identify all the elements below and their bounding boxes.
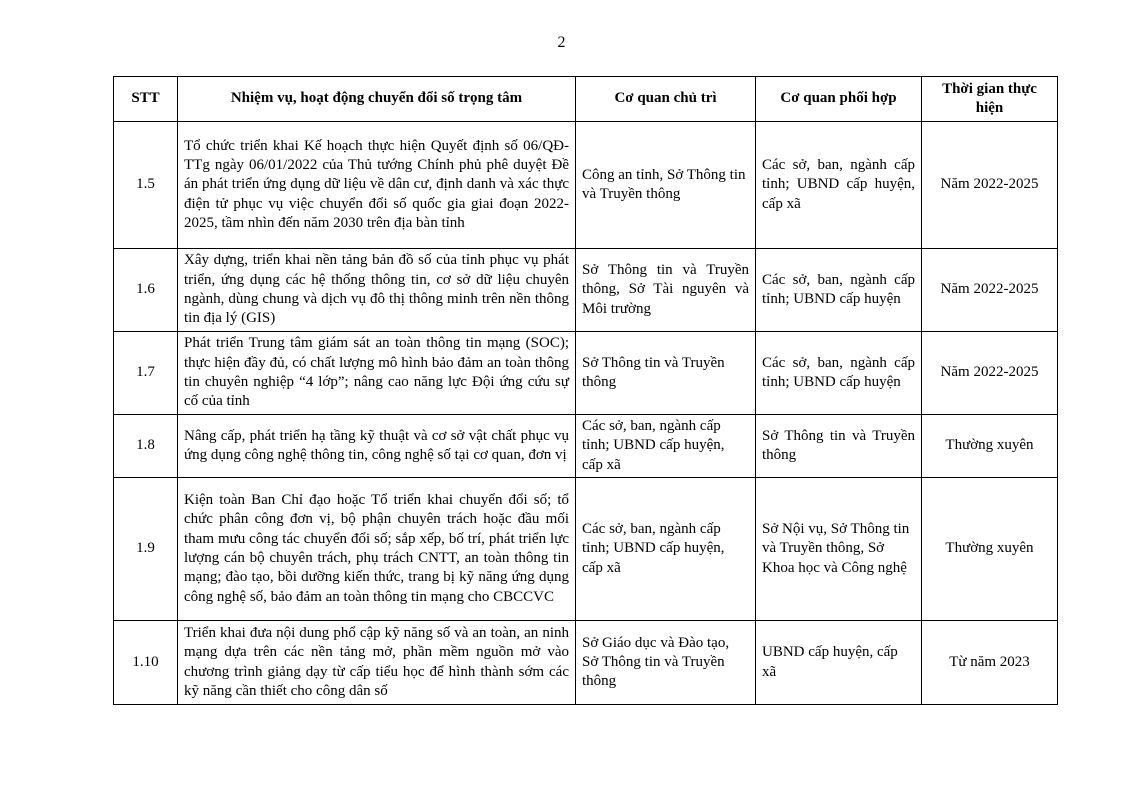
cell-task: Xây dựng, triển khai nền tảng bản đồ số của tỉnh phục vụ phát triển, ứng dụng các hệ thống thông tin, cơ sở dữ liệu chuyên ngành, dùng chung và dịch vụ đô thị thông minh trên nền thông tin địa lý (GIS)	[178, 249, 576, 332]
cell-stt: 1.5	[114, 122, 178, 249]
cell-implementation-time: Thường xuyên	[922, 415, 1058, 478]
cell-stt: 1.7	[114, 332, 178, 415]
header-stt: STT	[114, 77, 178, 122]
table-header-row	[114, 77, 1058, 122]
header-implementation-time: Thời gian thực hiện	[922, 77, 1058, 122]
cell-lead-agency: Sở Thông tin và Truyền thông, Sở Tài nguyên và Môi trường	[576, 249, 756, 332]
cell-implementation-time: Năm 2022-2025	[922, 122, 1058, 249]
cell-coordinating-agency: Các sở, ban, ngành cấp tỉnh; UBND cấp huyện	[756, 249, 922, 332]
header-task: Nhiệm vụ, hoạt động chuyển đổi số trọng tâm	[178, 77, 576, 122]
cell-lead-agency: Các sở, ban, ngành cấp tỉnh; UBND cấp huyện, cấp xã	[576, 415, 756, 478]
table-row	[114, 478, 1058, 621]
cell-coordinating-agency: Các sở, ban, ngành cấp tỉnh; UBND cấp huyện	[756, 332, 922, 415]
table-row	[114, 415, 1058, 478]
digital-transformation-task-table	[113, 76, 1058, 705]
table-row	[114, 332, 1058, 415]
page-number: 2	[557, 34, 566, 51]
cell-task: Tổ chức triển khai Kế hoạch thực hiện Quyết định số 06/QĐ-TTg ngày 06/01/2022 của Thủ tướng Chính phủ phê duyệt Đề án phát triển ứng dụng dữ liệu về dân cư, định danh và xác thực điện tử phục vụ việc chuyển đổi số quốc gia giai đoạn 2022-2025, tầm nhìn đến năm 2030 trên địa bàn tỉnh	[178, 122, 576, 249]
cell-lead-agency: Các sở, ban, ngành cấp tỉnh; UBND cấp huyện, cấp xã	[576, 478, 756, 621]
cell-task: Kiện toàn Ban Chỉ đạo hoặc Tổ triển khai chuyển đổi số; tổ chức phân công đơn vị, bộ phận chuyên trách hoặc đầu mối tham mưu công tác chuyển đổi số; sắp xếp, bố trí, phát triển lực lượng cán bộ chuyên trách, phụ trách CNTT, an toàn thông tin mạng; đào tạo, bồi dưỡng kiến thức, trang bị kỹ năng ứng dụng công nghệ số, bảo đảm an toàn thông tin mạng cho CBCCVC	[178, 478, 576, 621]
cell-stt: 1.10	[114, 621, 178, 705]
cell-implementation-time: Năm 2022-2025	[922, 249, 1058, 332]
cell-task: Nâng cấp, phát triển hạ tầng kỹ thuật và cơ sở vật chất phục vụ ứng dụng công nghệ thông tin, công nghệ số tại cơ quan, đơn vị	[178, 415, 576, 478]
table-row	[114, 122, 1058, 249]
cell-implementation-time: Thường xuyên	[922, 478, 1058, 621]
cell-coordinating-agency: UBND cấp huyện, cấp xã	[756, 621, 922, 705]
cell-stt: 1.6	[114, 249, 178, 332]
cell-stt: 1.9	[114, 478, 178, 621]
cell-coordinating-agency: Các sở, ban, ngành cấp tỉnh; UBND cấp huyện, cấp xã	[756, 122, 922, 249]
cell-stt: 1.8	[114, 415, 178, 478]
cell-coordinating-agency: Sở Thông tin và Truyền thông	[756, 415, 922, 478]
cell-task: Triển khai đưa nội dung phổ cập kỹ năng số và an toàn, an ninh mạng dựa trên các nền tảng mở, phần mềm nguồn mở vào chương trình giảng dạy từ cấp tiểu học để hình thành sớm các kỹ năng cần thiết cho công dân số	[178, 621, 576, 705]
cell-implementation-time: Từ năm 2023	[922, 621, 1058, 705]
cell-lead-agency: Sở Thông tin và Truyền thông	[576, 332, 756, 415]
header-lead-agency: Cơ quan chủ trì	[576, 77, 756, 122]
table-row	[114, 249, 1058, 332]
table-row	[114, 621, 1058, 705]
header-coordinating-agency: Cơ quan phối hợp	[756, 77, 922, 122]
cell-implementation-time: Năm 2022-2025	[922, 332, 1058, 415]
cell-coordinating-agency: Sở Nội vụ, Sở Thông tin và Truyền thông, Sở Khoa học và Công nghệ	[756, 478, 922, 621]
cell-lead-agency: Công an tỉnh, Sở Thông tin và Truyền thông	[576, 122, 756, 249]
cell-lead-agency: Sở Giáo dục và Đào tạo, Sở Thông tin và Truyền thông	[576, 621, 756, 705]
cell-task: Phát triển Trung tâm giám sát an toàn thông tin mạng (SOC); thực hiện đầy đủ, có chất lượng mô hình bảo đảm an toàn thông tin chuyên nghiệp “4 lớp”; nâng cao năng lực Đội ứng cứu sự cố của tỉnh	[178, 332, 576, 415]
